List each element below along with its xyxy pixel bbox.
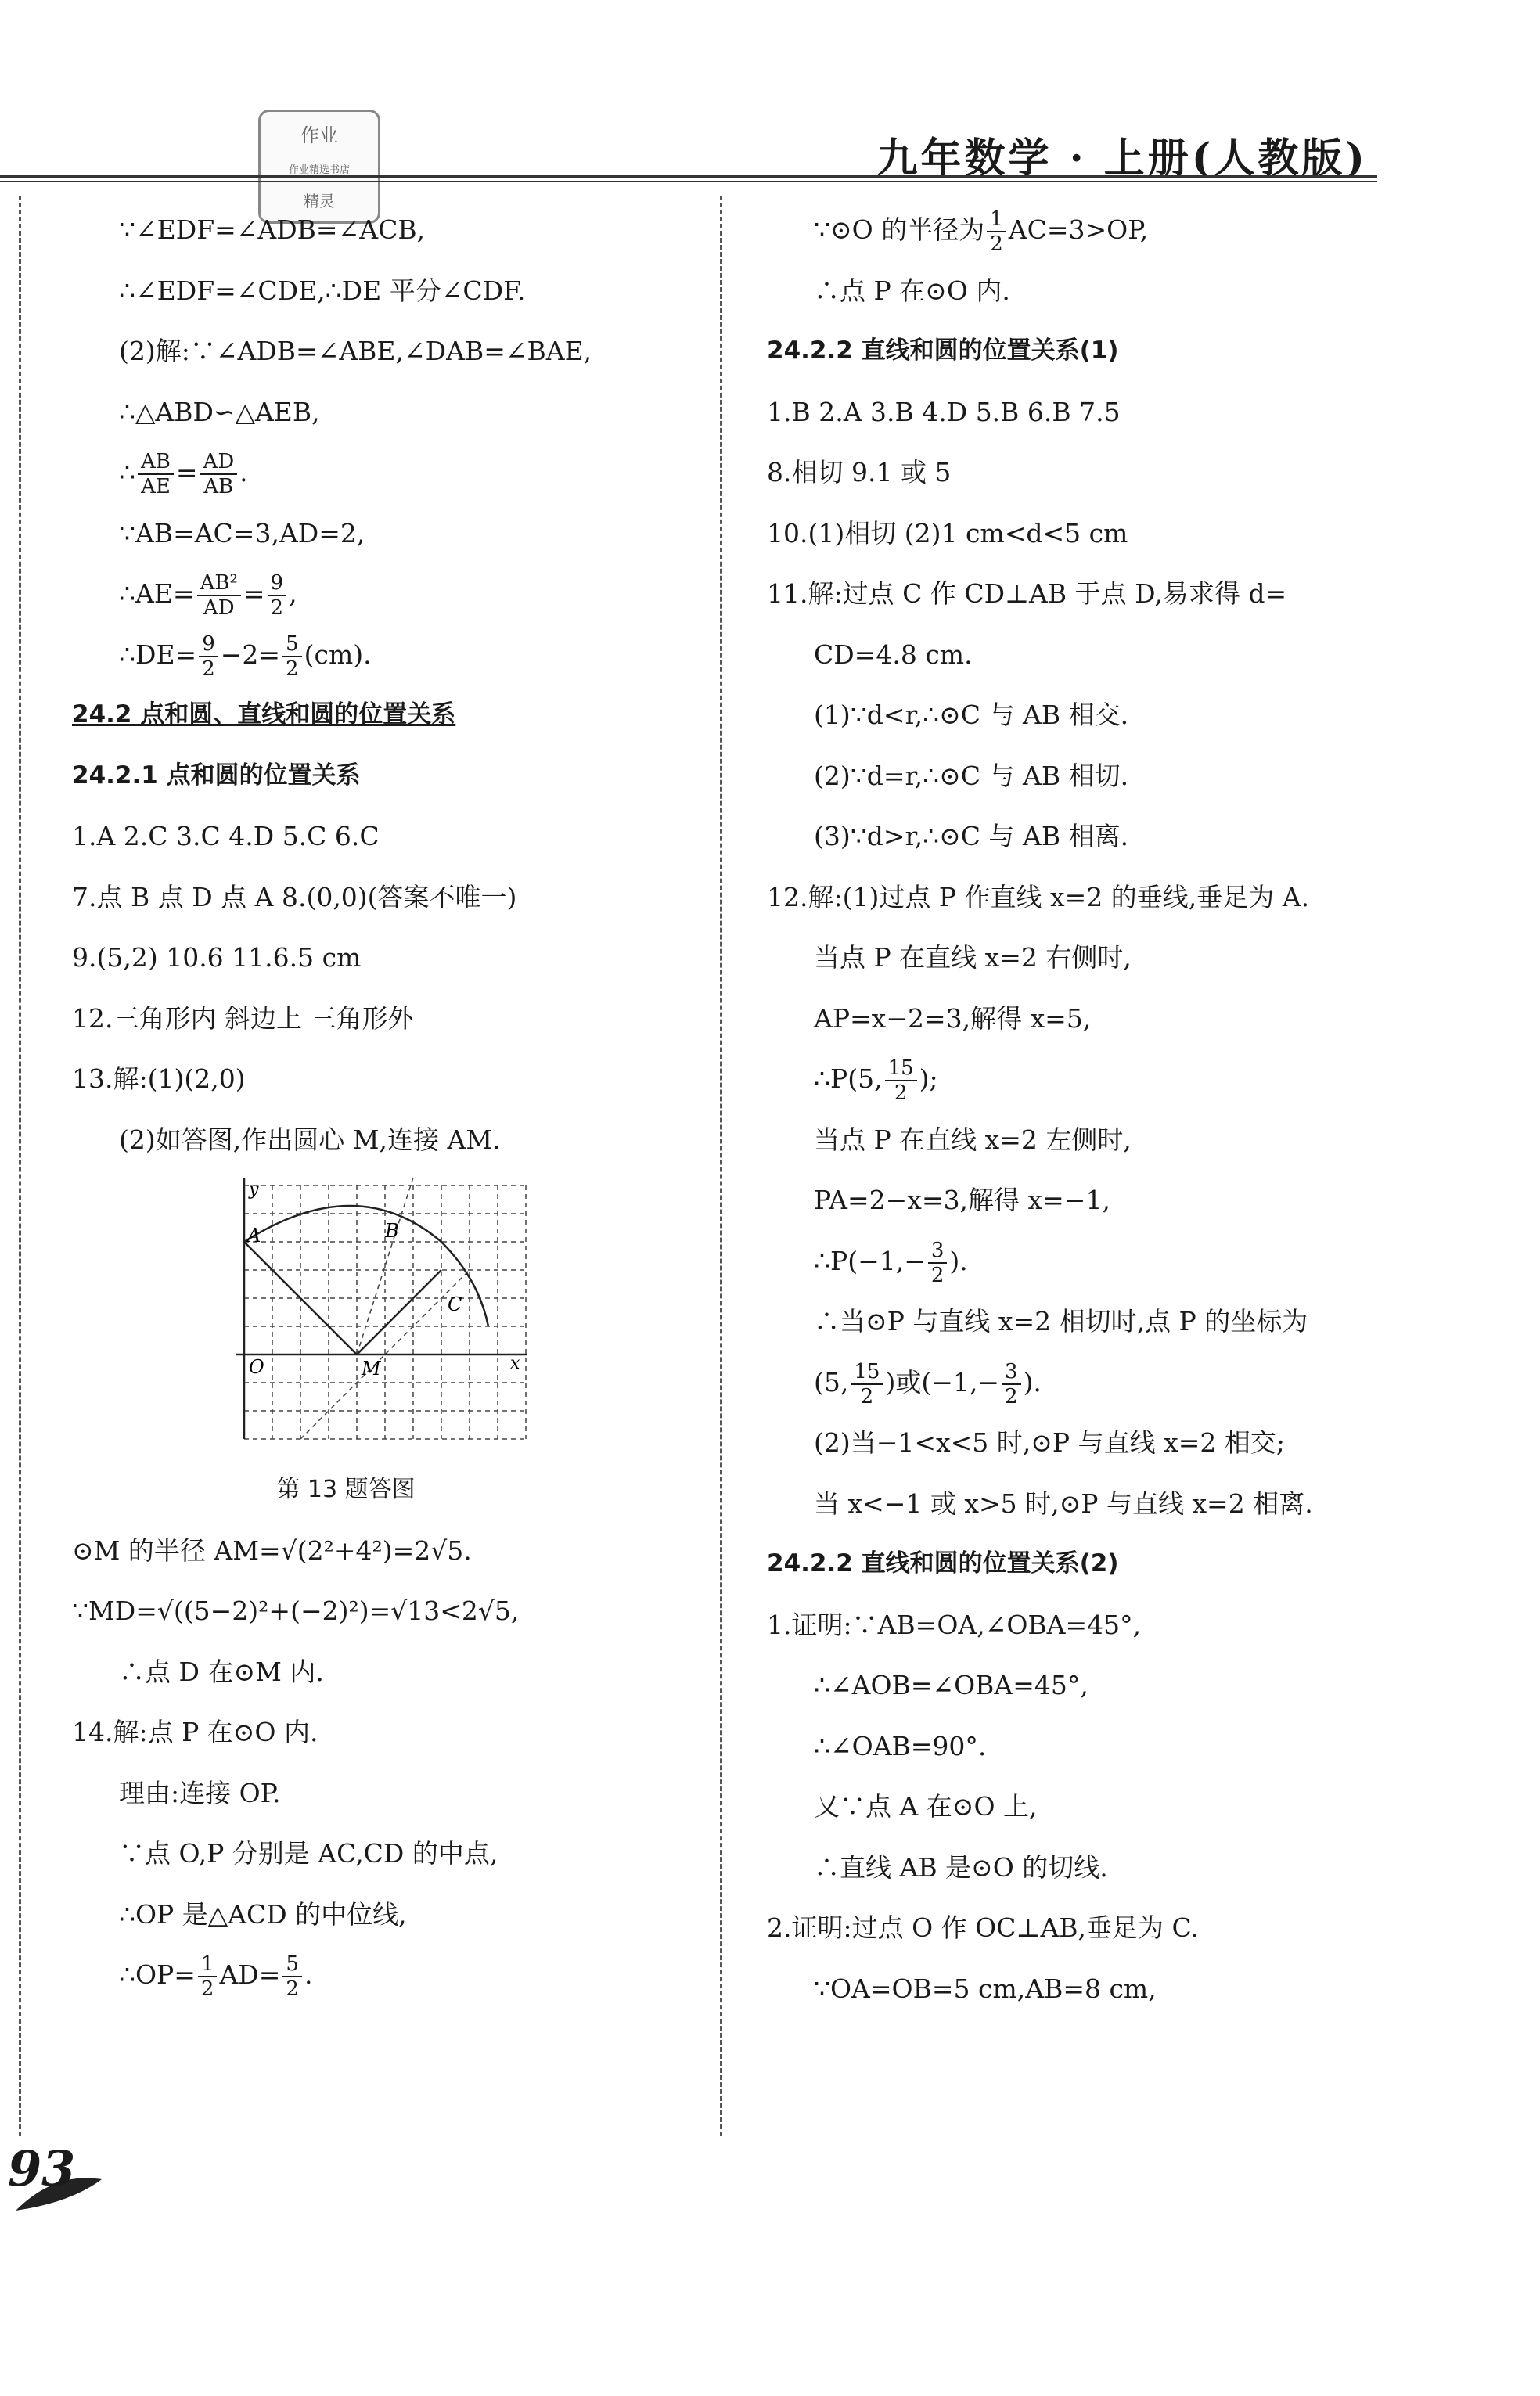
figure-caption: 第 13 题答图: [276, 1476, 416, 1503]
answer-line: 14.解:点 P 在⊙O 内.: [72, 1717, 318, 1747]
answer-line: 12.三角形内 斜边上 三角形外: [72, 1002, 414, 1034]
text-line: ∵AB=AC=3,AD=2,: [119, 517, 365, 549]
fraction-num: 9: [268, 571, 287, 596]
fraction-num: 1: [987, 207, 1006, 232]
answer-line: 当 x<−1 或 x>5 时,⊙P 与直线 x=2 相离.: [814, 1488, 1313, 1519]
formula-part: =: [175, 457, 198, 487]
fraction: [138, 450, 174, 498]
answer-line: (2)如答图,作出圆心 M,连接 AM.: [119, 1124, 501, 1155]
section-heading: 24.2.2 直线和圆的位置关系(1): [767, 336, 1119, 365]
fraction-num: 15: [885, 1056, 917, 1081]
header-rule: [0, 175, 1377, 182]
formula-part: ∴: [119, 457, 135, 487]
fraction-den: 2: [1005, 1384, 1018, 1408]
fraction-den: 2: [202, 657, 215, 681]
fraction-den: 2: [200, 1977, 214, 2001]
formula-part: ,: [289, 578, 297, 609]
answer-line: (2)∵d=r,∴⊙C 与 AB 相切.: [814, 760, 1129, 791]
answer-line: 1.证明:∵AB=OA,∠OBA=45°,: [767, 1609, 1142, 1640]
answer-line: ∴∠OAB=90°.: [814, 1730, 987, 1761]
fraction-num: 5: [282, 632, 302, 657]
formula-part: −2=: [220, 639, 281, 670]
left-border: [19, 196, 32, 2136]
answer-line: 当点 P 在直线 x=2 左侧时,: [814, 1124, 1132, 1155]
book-title: 九年数学 · 上册(人教版): [876, 135, 1368, 182]
fraction-den: AB: [203, 475, 234, 498]
formula-part: .: [304, 1959, 313, 1990]
fraction-den: 2: [894, 1081, 908, 1105]
figure-13: [72, 1170, 714, 1459]
fraction-den: 2: [930, 1263, 945, 1287]
fraction: [987, 207, 1006, 256]
fraction: [198, 1952, 218, 2001]
answer-line: AP=x−2=3,解得 x=5,: [814, 1002, 1092, 1034]
formula-part: AD=: [219, 1959, 281, 1990]
answer-line: ∵MD=√((5−2)²+(−2)²)=√13<2√5,: [72, 1596, 520, 1626]
answer-line: 2.证明:过点 O 作 OC⊥AB,垂足为 C.: [767, 1912, 1200, 1943]
formula-part: ∵⊙O 的半径为: [814, 214, 985, 245]
left-column: [72, 200, 714, 2006]
grid-diagram: [236, 1178, 534, 1459]
fraction-num: 3: [1002, 1360, 1021, 1385]
formula-part: ∴P(5,: [814, 1063, 883, 1094]
formula-part: =: [243, 578, 265, 609]
fraction-num: 3: [928, 1239, 948, 1264]
answer-line: 8.相切 9.1 或 5: [767, 457, 952, 487]
fraction-den: AD: [203, 596, 235, 620]
fraction-num: AD: [200, 450, 238, 475]
answer-line: 1.B 2.A 3.B 4.D 5.B 6.B 7.5: [767, 396, 1121, 427]
formula-line: [767, 1352, 1393, 1413]
fraction: [851, 1360, 883, 1408]
answer-line: (2)当−1<x<5 时,⊙P 与直线 x=2 相交;: [814, 1427, 1285, 1458]
answer-line: 13.解:(1)(2,0): [72, 1063, 246, 1094]
text-line: ∴△ABD∽△AEB,: [119, 396, 320, 427]
formula-line: [72, 624, 714, 685]
fraction: [885, 1056, 917, 1105]
formula-part: AC=3>OP,: [1008, 214, 1149, 245]
fraction-den: 2: [286, 1977, 299, 2001]
point-label-a: A: [247, 1225, 261, 1247]
answer-line: 1.A 2.C 3.C 4.D 5.C 6.C: [72, 821, 380, 851]
fraction: [200, 450, 238, 498]
formula-part: ∴OP=: [119, 1959, 196, 1990]
column-divider: [720, 196, 733, 2136]
fraction-num: 15: [851, 1360, 883, 1385]
fraction-num: 1: [198, 1952, 218, 1977]
formula-line: [767, 1049, 1393, 1110]
page-header: [0, 0, 1540, 210]
answer-line: ∴OP 是△ACD 的中位线,: [119, 1898, 407, 1930]
answer-line: PA=2−x=3,解得 x=−1,: [814, 1185, 1110, 1215]
fraction: [282, 1952, 302, 2001]
fraction-num: 5: [282, 1952, 302, 1977]
formula-part: ∴P(−1,−: [814, 1245, 926, 1276]
formula-part: ∴DE=: [119, 639, 197, 670]
section-heading: 24.2 点和圆、直线和圆的位置关系: [72, 700, 456, 729]
fraction-num: AB²: [197, 571, 241, 596]
text-line: ∴点 P 在⊙O 内.: [814, 275, 1010, 306]
answer-line: (3)∵d>r,∴⊙C 与 AB 相离.: [814, 821, 1129, 851]
answer-line: 10.(1)相切 (2)1 cm<d<5 cm: [767, 517, 1128, 549]
answer-line: ⊙M 的半径 AM=√(2²+4²)=2√5.: [72, 1534, 472, 1566]
answer-line: ∴当⊙P 与直线 x=2 相切时,点 P 的坐标为: [814, 1306, 1308, 1337]
stamp-line1: 作业: [300, 124, 338, 146]
answer-line: ∵OA=OB=5 cm,AB=8 cm,: [814, 1973, 1157, 2004]
answer-line: 又∵点 A 在⊙O 上,: [814, 1791, 1038, 1822]
answer-line: 9.(5,2) 10.6 11.6.5 cm: [72, 942, 362, 973]
formula-line: [72, 1945, 714, 2006]
fraction: [268, 571, 287, 620]
point-label-m: M: [362, 1358, 381, 1380]
text-line: ∴∠EDF=∠CDE,∴DE 平分∠CDF.: [119, 275, 526, 306]
formula-line: [72, 442, 714, 503]
answer-line: ∴点 D 在⊙M 内.: [119, 1656, 324, 1687]
formula-part: )或(−1,−: [885, 1366, 1000, 1398]
point-label-o: O: [249, 1356, 264, 1378]
fraction-den: AE: [141, 475, 171, 498]
formula-part: ∴AE=: [119, 578, 195, 609]
answer-line: 7.点 B 点 D 点 A 8.(0,0)(答案不唯一): [72, 881, 517, 912]
answer-line: 11.解:过点 C 作 CD⊥AB 于点 D,易求得 d=: [767, 578, 1287, 609]
answer-line: ∴直线 AB 是⊙O 的切线.: [814, 1851, 1108, 1883]
section-heading: 24.2.2 直线和圆的位置关系(2): [767, 1549, 1119, 1578]
axis-label-x: x: [510, 1354, 520, 1373]
formula-part: (5,: [814, 1366, 849, 1398]
answer-line: 12.解:(1)过点 P 作直线 x=2 的垂线,垂足为 A.: [767, 881, 1310, 912]
answer-line: 理由:连接 OP.: [119, 1777, 281, 1808]
point-label-b: B: [385, 1220, 399, 1242]
answer-line: (1)∵d<r,∴⊙C 与 AB 相交.: [814, 700, 1129, 730]
text-line: (2)解:∵∠ADB=∠ABE,∠DAB=∠BAE,: [119, 336, 592, 366]
page-number-text: 93: [8, 2140, 76, 2197]
fraction-num: 9: [199, 632, 218, 657]
stamp-line2: 作业精选书店: [288, 164, 350, 176]
fraction-den: 2: [990, 232, 1003, 256]
answer-line: 当点 P 在直线 x=2 右侧时,: [814, 942, 1132, 973]
answer-line: ∵点 O,P 分别是 AC,CD 的中点,: [119, 1838, 498, 1869]
axis-label-y: y: [249, 1180, 259, 1200]
formula-part: );: [919, 1063, 938, 1094]
fraction-den: 2: [286, 657, 299, 681]
fraction: [282, 632, 302, 681]
formula-part: (cm).: [304, 639, 372, 670]
fraction: [197, 571, 241, 620]
section-heading: 24.2.1 点和圆的位置关系: [72, 761, 361, 790]
formula-part: ).: [949, 1245, 968, 1276]
stamp-line3: 精灵: [304, 192, 335, 210]
formula-line: [767, 1231, 1393, 1292]
page-number: [0, 2140, 110, 2234]
formula-line: [72, 563, 714, 624]
fraction: [1002, 1360, 1021, 1408]
formula-part: .: [239, 457, 248, 487]
right-column: [767, 200, 1393, 2019]
fraction-den: 2: [860, 1384, 874, 1408]
answer-line: ∴∠AOB=∠OBA=45°,: [814, 1670, 1088, 1700]
formula-part: ).: [1023, 1366, 1042, 1398]
fraction-num: AB: [138, 450, 174, 475]
fraction: [928, 1239, 948, 1287]
formula-line: [767, 200, 1393, 261]
fraction-den: 2: [270, 596, 284, 620]
answer-line: CD=4.8 cm.: [814, 639, 973, 670]
fraction: [199, 632, 218, 681]
text-line: ∵∠EDF=∠ADB=∠ACB,: [119, 214, 426, 245]
point-label-c: C: [448, 1293, 462, 1315]
